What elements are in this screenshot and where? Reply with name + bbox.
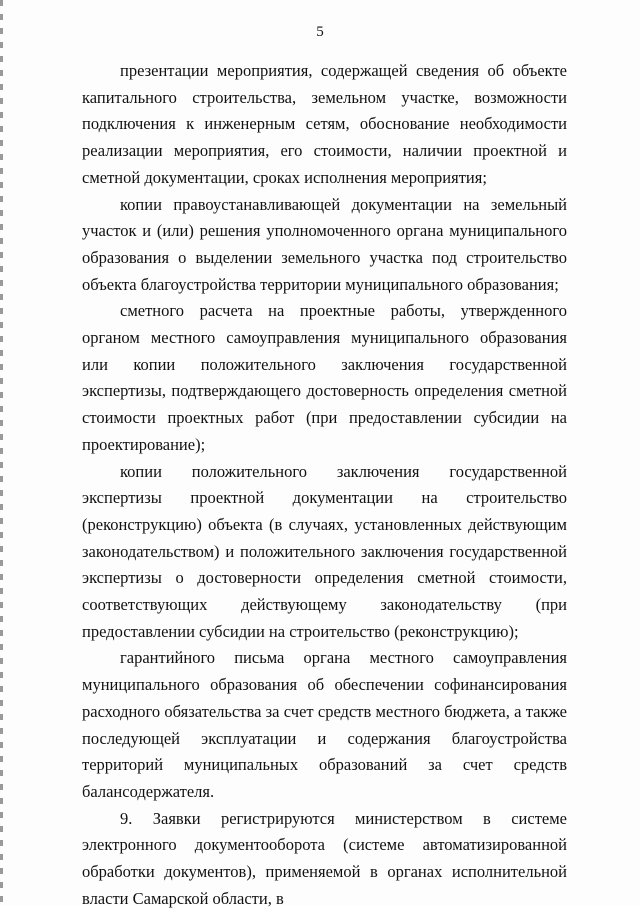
paragraph-presentation: презентации мероприятия, содержащей сведения об объекте капитального строительства, земельном участке, возможности подключения к инженерным сетям, обоснование необходимости реализации мероприятия, его стоимости, наличии проектной и сметной документации, сроках исполнения мероприятия; xyxy=(82,61,567,187)
paragraph-9-registration: 9. Заявки регистрируются министерством в системе электронного документооборота (системе автоматизированной обработки документов), применяемой в органах исполнительной власти Самарской области, в xyxy=(82,808,567,908)
paragraph-land-documents: копии правоустанавливающей документации на земельный участок и (или) решения уполномоченного органа муниципального образования о выделении земельного участка под строительство объекта благоустройства территории муниципального образования; xyxy=(82,194,567,294)
page-number: 5 xyxy=(316,24,324,40)
paragraph-estimate: сметного расчета на проектные работы, утвержденного органом местного самоуправления муниципального образования или копии положительного заключения государственной экспертизы, подтверждающего достоверность определения сметной стоимости проектных работ (при предоставлении субсидии на проектирование); xyxy=(82,301,567,454)
paragraph-expertise: копии положительного заключения государственной экспертизы проектной документации на строительство (реконструкцию) объекта (в случаях, установленных действующим законодательством) и положительного заключения государственной экспертизы о достоверности определения сметной стоимости, соответствующих действующему законодательству (при предоставлении субсидии на строительство (реконструкцию); xyxy=(82,461,567,641)
scan-edge-marks xyxy=(0,0,3,905)
document-body xyxy=(82,58,567,913)
paragraph-guarantee-letter: гарантийного письма органа местного самоуправления муниципального образования об обеспечении софинансирования расходного обязательства за счет средств местного бюджета, а также последующей эксплуатации и содержания благоустройства территорий муниципальных образований за счет средств балансодержателя. xyxy=(82,648,567,801)
